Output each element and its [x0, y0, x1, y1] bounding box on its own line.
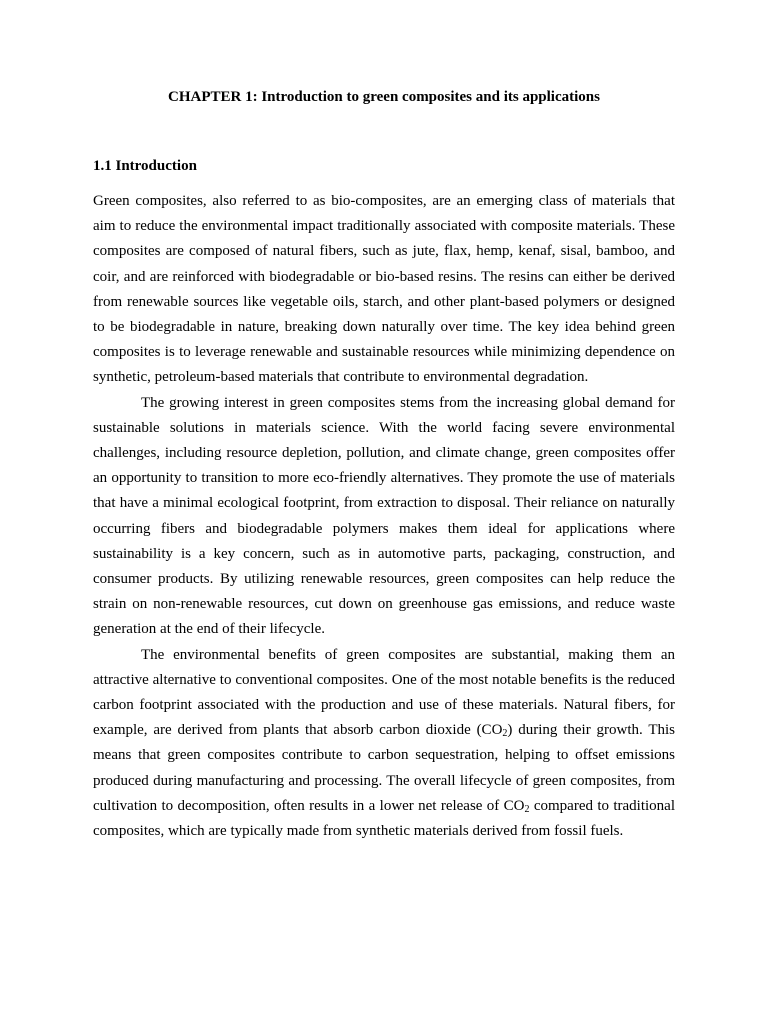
chapter-title: CHAPTER 1: Introduction to green composites and its applications	[168, 89, 600, 105]
body-text	[93, 189, 675, 844]
section-heading: 1.1 Introduction	[93, 158, 197, 174]
co2-subscript-2: 2	[524, 803, 530, 815]
paragraph-3-part-3: compared to traditional composites, which are typically made from synthetic materials derived from fossil fuels.	[93, 797, 675, 840]
paragraph-1: Green composites, also referred to as bio-composites, are an emerging class of materials that aim to reduce the environmental impact traditionally associated with composite materials. These composites are composed of natural fibers, such as jute, flax, hemp, kenaf, sisal, bamboo, and coir, and are reinforced with biodegradable or bio-based resins. The resins can either be derived from renewable sources like vegetable oils, starch, and other plant-based polymers or designed to be biodegradable in nature, breaking down naturally over time. The key idea behind green composites is to leverage renewable and sustainable resources while minimizing dependence on synthetic, petroleum-based materials that contribute to environmental degradation.	[93, 193, 675, 386]
paragraph-3	[93, 643, 675, 845]
paragraph-3-part-1: The environmental benefits of green composites are substantial, making them an attractive alternative to conventional composites. One of the most notable benefits is the reduced carbon footprint associated with the production and use of these materials. Natural fibers, for example, are derived from plants that absorb carbon dioxide (CO	[93, 646, 675, 739]
paragraph-3-part-2: ) during their growth. This means that green composites contribute to carbon sequestration, helping to offset emissions produced during manufacturing and processing. The overall lifecycle of green composites, from cultivation to decomposition, often results in a lower net release of CO	[93, 722, 676, 814]
co2-subscript-1: 2	[502, 728, 508, 740]
paragraph-2: The growing interest in green composites stems from the increasing global demand for sustainable solutions in materials science. With the world facing severe environmental challenges, including resource depletion, pollution, and climate change, green composites offer an opportunity to transition to more eco-friendly alternatives. They promote the use of materials that have a minimal ecological footprint, from extraction to disposal. Their reliance on naturally occurring fibers and biodegradable polymers makes them ideal for applications where sustainability is a key concern, such as in automotive parts, packaging, construction, and consumer products. By utilizing renewable resources, green composites can help reduce the strain on non-renewable resources, cut down on greenhouse gas emissions, and reduce waste generation at the end of their lifecycle.	[93, 394, 675, 638]
